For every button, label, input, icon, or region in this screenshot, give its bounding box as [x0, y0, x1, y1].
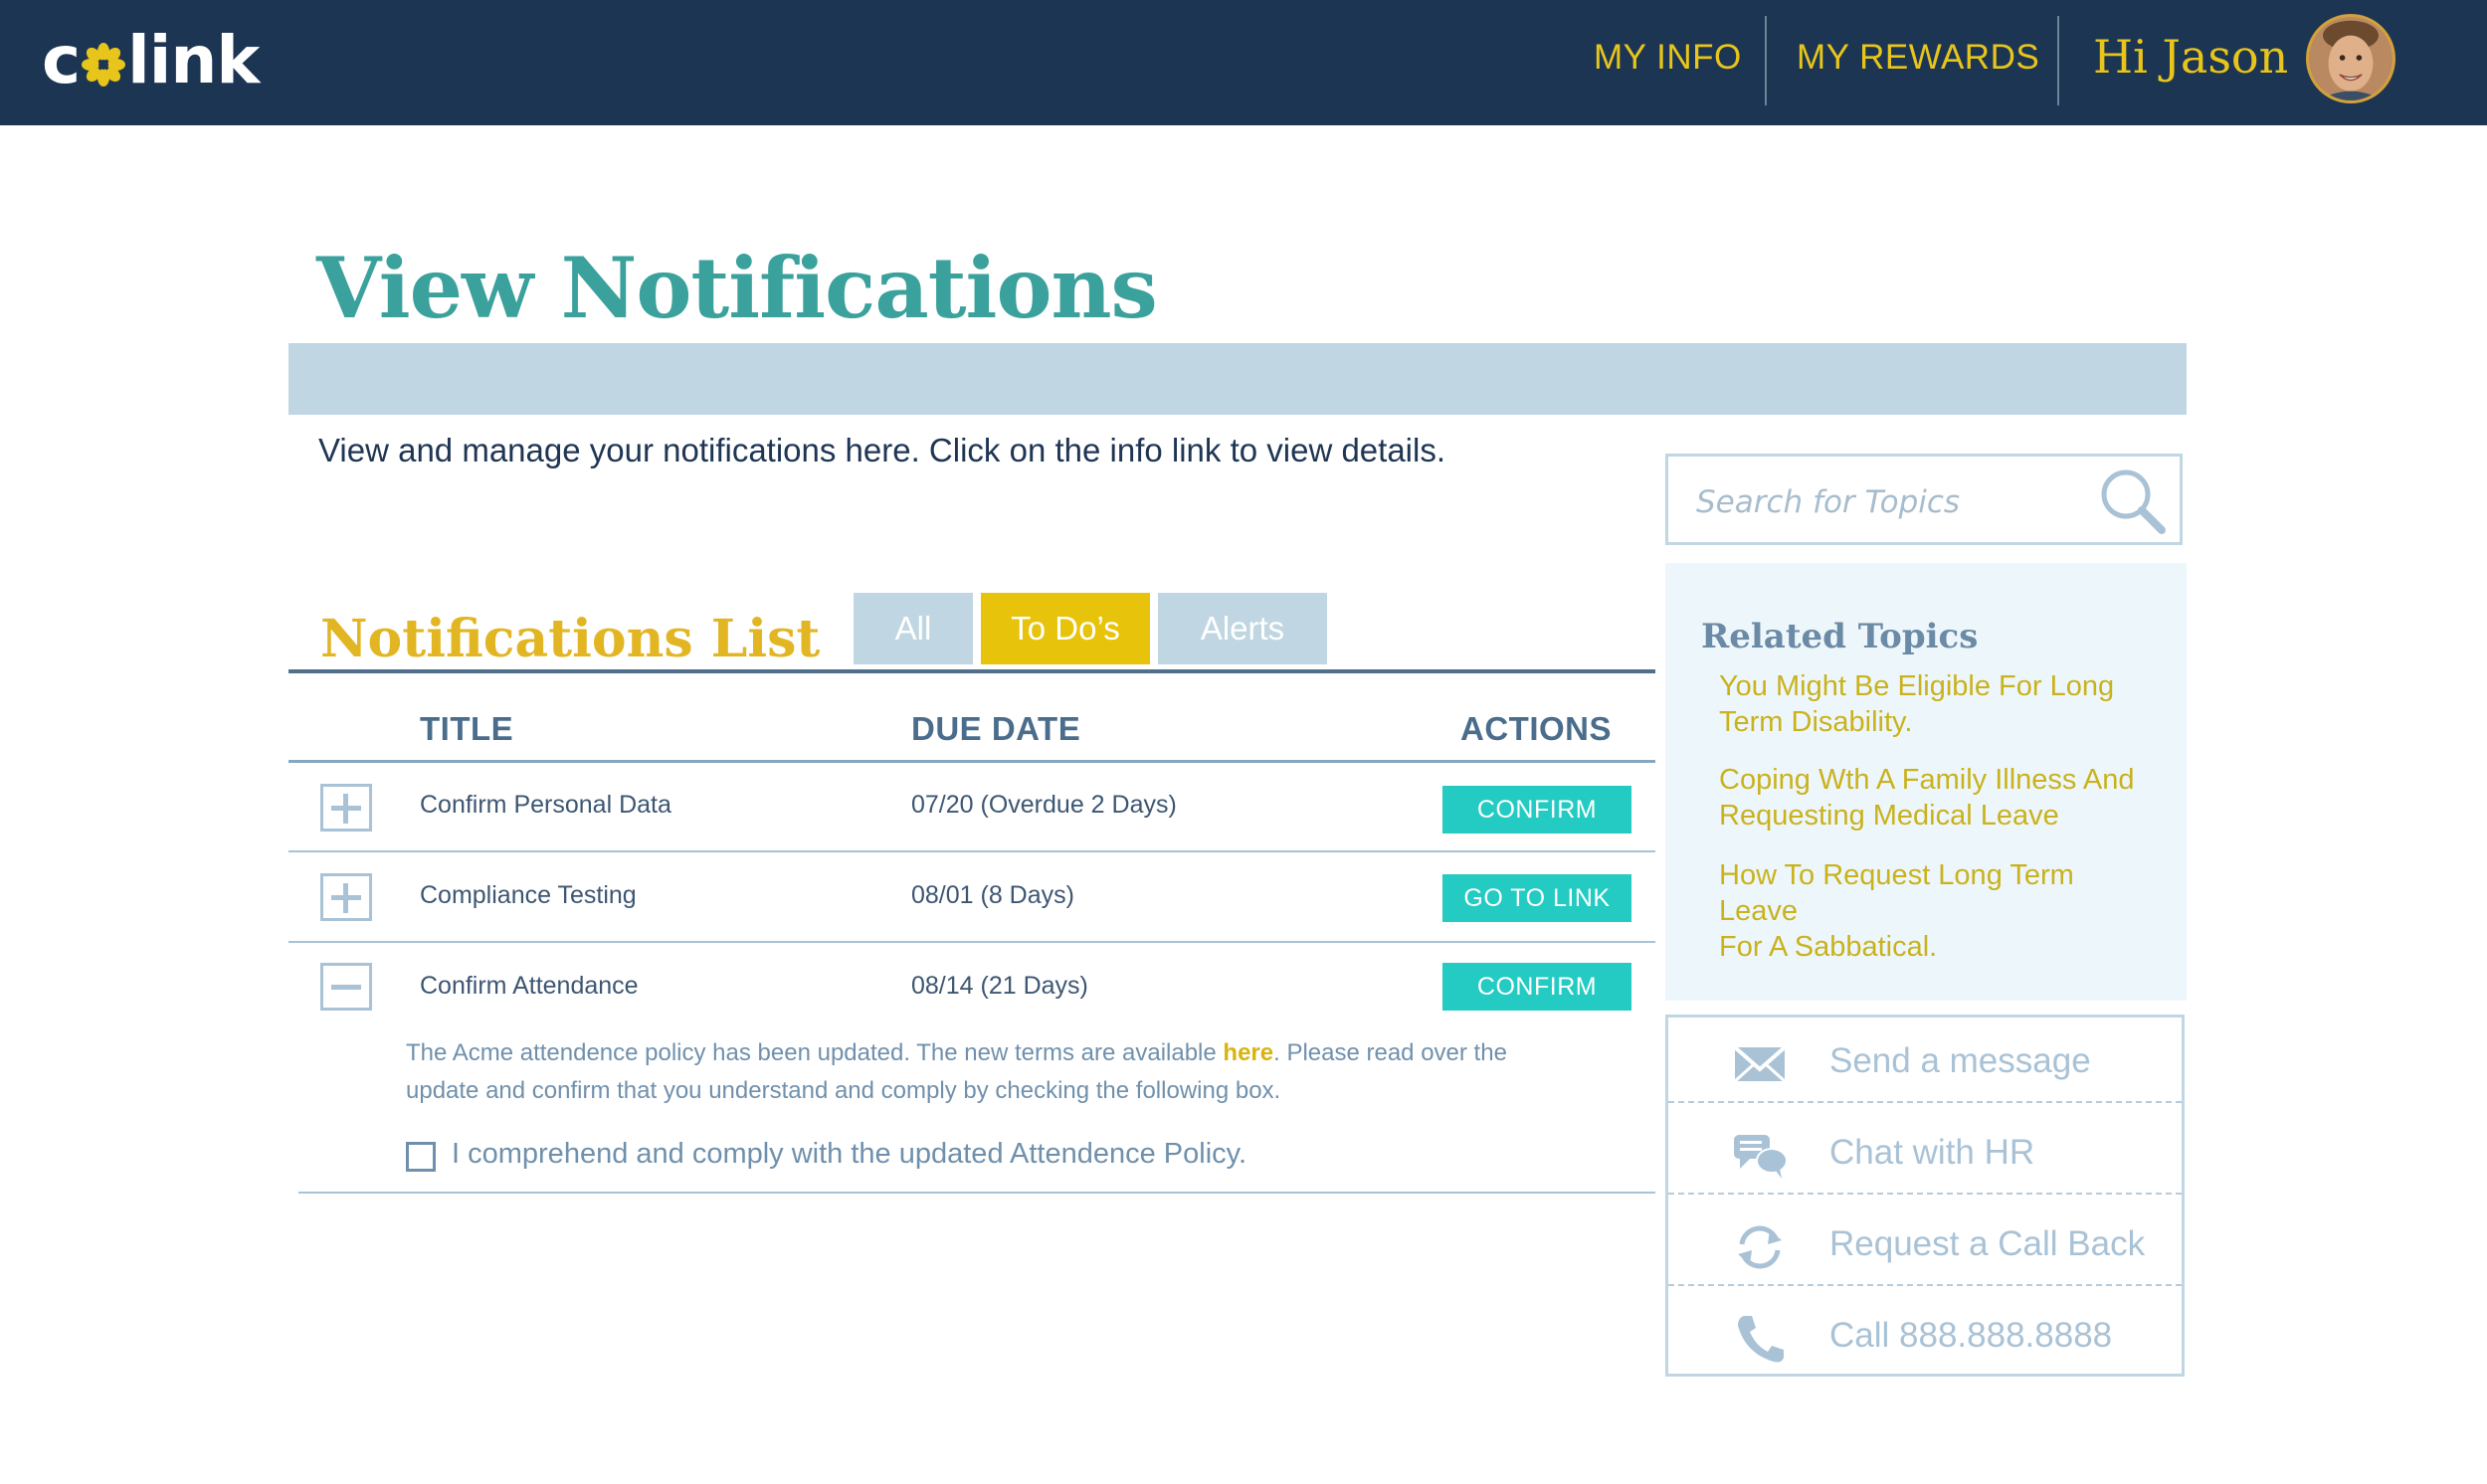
- detail-text: . Please read over the update and confirm that you understand and comply by checking the following box.: [406, 1039, 1507, 1104]
- user-avatar-image: [2309, 17, 2392, 100]
- related-topic-line: Leave: [1719, 895, 1799, 927]
- related-topics-title: Related Topics: [1701, 617, 1979, 656]
- comply-checkbox-label[interactable]: I comprehend and comply with the updated Attendence Policy.: [452, 1138, 1247, 1170]
- intro-text: View and manage your notifications here. Click on the info link to view details.: [318, 432, 1446, 468]
- column-header-title: TITLE: [420, 710, 514, 747]
- request-call-back-label: Request a Call Back: [1829, 1224, 2146, 1263]
- related-topic-line: Requesting Medical Leave: [1719, 800, 2059, 832]
- collapse-row-button[interactable]: [320, 963, 372, 1011]
- row-title: Compliance Testing: [420, 881, 637, 909]
- call-phone-button[interactable]: [1668, 1292, 2182, 1384]
- minus-icon: [331, 985, 361, 990]
- nav-my-info[interactable]: MY INFO: [1594, 38, 1742, 77]
- go-to-link-button[interactable]: GO TO LINK: [1442, 874, 1631, 922]
- row-title: Confirm Personal Data: [420, 791, 671, 819]
- detail-text: The Acme attendence policy has been updated. The new terms are available: [406, 1039, 1224, 1066]
- expand-row-button[interactable]: [320, 784, 372, 832]
- chat-bubbles-icon: [1732, 1131, 1788, 1181]
- send-message-label: Send a message: [1829, 1041, 2091, 1080]
- expand-row-button[interactable]: [320, 873, 372, 921]
- related-topic-line: Term Disability.: [1719, 706, 1913, 738]
- confirm-button[interactable]: CONFIRM: [1442, 963, 1631, 1011]
- row-due-date: 07/20 (Overdue 2 Days): [911, 791, 1177, 819]
- top-navigation-bar: [0, 0, 2487, 125]
- column-header-actions: ACTIONS: [1460, 710, 1612, 747]
- related-topics-panel: [1665, 563, 2187, 1001]
- nav-divider: [2057, 16, 2059, 105]
- send-message-button[interactable]: [1668, 1018, 2182, 1109]
- column-header-due-date: DUE DATE: [911, 710, 1081, 747]
- request-call-back-button[interactable]: [1668, 1201, 2182, 1292]
- page-title: View Notifications: [316, 239, 1157, 337]
- confirm-button[interactable]: CONFIRM: [1442, 786, 1631, 834]
- tab-all[interactable]: All: [854, 593, 973, 664]
- contact-divider: [1668, 1101, 2182, 1103]
- policy-link[interactable]: here: [1223, 1039, 1274, 1066]
- colink-logo[interactable]: [42, 22, 260, 98]
- header-divider: [288, 760, 1655, 763]
- title-band: [288, 343, 2187, 415]
- related-topic-line: How To Request Long Term: [1719, 859, 2074, 891]
- list-divider: [288, 669, 1655, 673]
- nav-my-rewards[interactable]: MY REWARDS: [1797, 38, 2040, 77]
- phone-icon: [1732, 1314, 1788, 1364]
- related-topic-line: You Might Be Eligible For Long: [1719, 670, 2115, 702]
- related-topic-link[interactable]: [1719, 762, 2134, 834]
- row-title: Confirm Attendance: [420, 972, 639, 1000]
- refresh-icon: [1732, 1222, 1788, 1272]
- chat-hr-label: Chat with HR: [1829, 1133, 2035, 1172]
- list-bottom-divider: [298, 1192, 1655, 1194]
- topic-search-box: [1665, 454, 2183, 545]
- envelope-icon: [1732, 1039, 1788, 1089]
- contact-divider: [1668, 1284, 2182, 1286]
- contact-divider: [1668, 1193, 2182, 1195]
- logo-text-right: link: [127, 22, 260, 98]
- search-input[interactable]: [1696, 480, 2094, 524]
- contact-options-panel: [1665, 1015, 2185, 1377]
- row-due-date: 08/01 (8 Days): [911, 881, 1074, 909]
- avatar[interactable]: [2306, 14, 2395, 103]
- row-due-date: 08/14 (21 Days): [911, 972, 1088, 1000]
- tab-alerts[interactable]: Alerts: [1158, 593, 1327, 664]
- tab-todos[interactable]: To Do’s: [981, 593, 1150, 664]
- related-topic-link[interactable]: [1719, 857, 2074, 965]
- related-topic-line: Coping Wth A Family Illness And: [1719, 764, 2135, 796]
- nav-divider: [1765, 16, 1767, 105]
- logo-text-left: c: [42, 22, 81, 98]
- chat-hr-button[interactable]: [1668, 1109, 2182, 1201]
- comply-checkbox[interactable]: [406, 1142, 436, 1172]
- row-divider: [288, 850, 1655, 852]
- call-phone-label: Call 888.888.8888: [1829, 1316, 2113, 1355]
- related-topic-line: For A Sabbatical.: [1719, 931, 1938, 963]
- search-icon[interactable]: [2096, 464, 2168, 536]
- related-topic-link[interactable]: [1719, 668, 2114, 740]
- flower-icon: [82, 43, 125, 87]
- notifications-list-title: Notifications List: [320, 609, 821, 669]
- notification-detail: [406, 1034, 1560, 1110]
- user-greeting: Hi Jason: [2093, 30, 2289, 84]
- row-divider: [288, 941, 1655, 943]
